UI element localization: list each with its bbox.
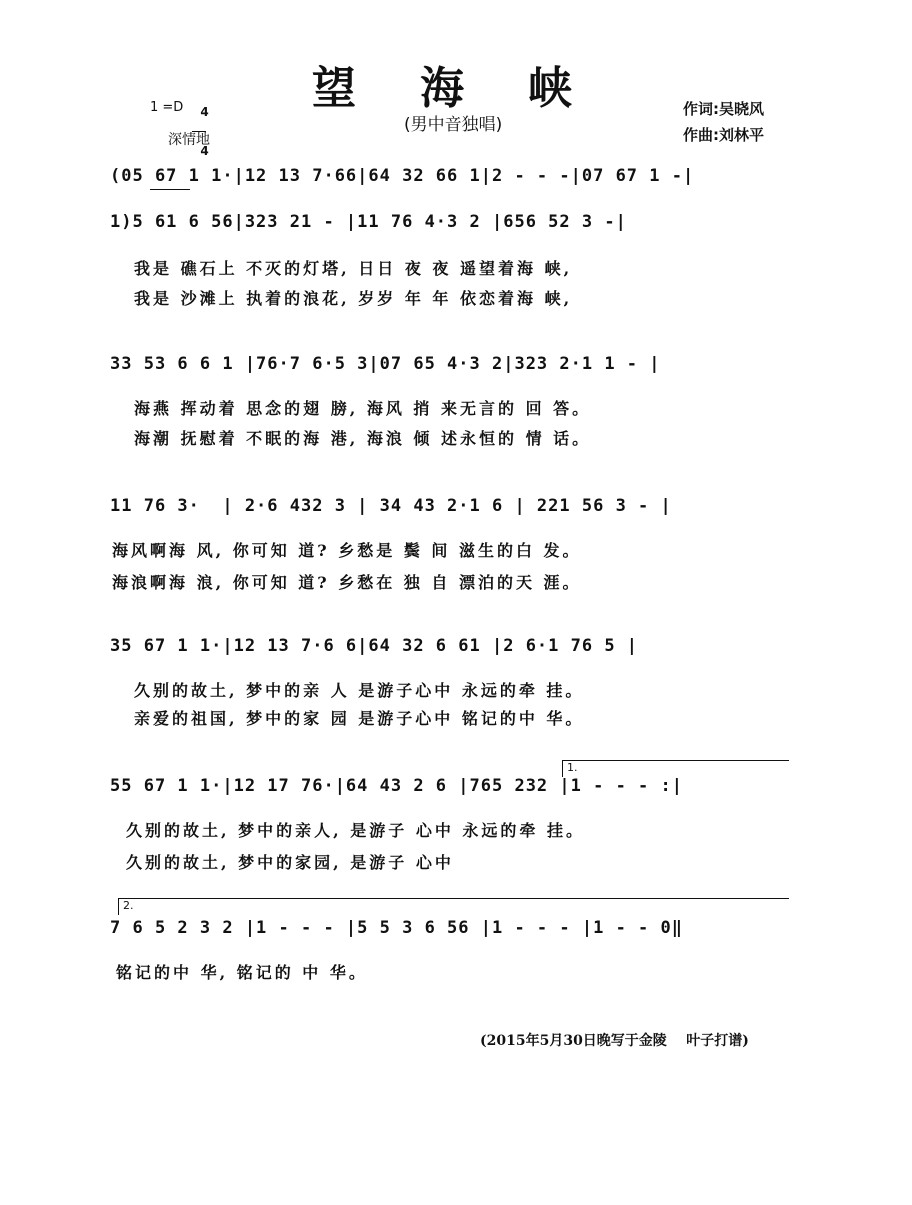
score-line-5-lyric-1: 久别的故土, 梦中的亲 人 是游子心中 永远的牵 挂。: [134, 681, 585, 700]
composer-credit: 作曲:刘林平: [683, 126, 764, 144]
score-line-6-notes: 55 67 1 1·|12 17 76·|64 43 2 6 |765 232 |1 - - - :|: [110, 776, 683, 796]
score-line-1-notes: (05 67 1 1·|12 13 7·66|64 32 66 1|2 - - -|07 67 1 -|: [110, 166, 695, 186]
first-ending-bracket: [562, 760, 789, 777]
score-line-6-lyric-1: 久别的故土, 梦中的亲人, 是游子 心中 永远的牵 挂。: [126, 821, 585, 840]
key-signature: 1 =D: [150, 100, 184, 115]
score-line-4-notes: 11 76 3· | 2·6 432 3 | 34 43 2·1 6 | 221 56 3 - |: [110, 496, 672, 516]
score-line-6-lyric-2: 久别的故土, 梦中的家园, 是游子 心中: [126, 853, 454, 872]
lyricist-credit: 作词:吴晓风: [683, 100, 764, 118]
score-line-7-notes: 7 6 5 2 3 2 |1 - - - |5 5 3 6 56 |1 - - - |1 - - 0‖: [110, 918, 683, 938]
score-line-3-lyric-2: 海潮 抚慰着 不眠的海 港, 海浪 倾 述永恒的 情 话。: [134, 429, 592, 448]
second-ending-bracket: [118, 898, 789, 915]
score-line-3-notes: 33 53 6 6 1 |76·7 6·5 3|07 65 4·3 2|323 2·1 1 - |: [110, 354, 661, 374]
score-line-2-lyric-1: 我是 礁石上 不灭的灯塔, 日日 夜 夜 遥望着海 峡,: [134, 259, 573, 278]
time-signature-bottom: 4: [200, 144, 209, 158]
score-line-5-lyric-2: 亲爱的祖国, 梦中的家 园 是游子心中 铭记的中 华。: [134, 709, 585, 728]
score-line-2-notes: 1)5 61 6 56|323 21 - |11 76 4·3 2 |656 52 3 -|: [110, 212, 627, 232]
time-signature-top: 4: [200, 105, 209, 119]
score-line-7-lyric-1: 铭记的中 华, 铭记的 中 华。: [116, 963, 368, 982]
song-title: 望海峡: [312, 63, 636, 114]
score-line-5-notes: 35 67 1 1·|12 13 7·6 6|64 32 6 61 |2 6·1 76 5 |: [110, 636, 639, 656]
tempo-marking: 深情地: [168, 132, 210, 148]
underline-beam: [150, 189, 190, 190]
subtitle: (男中音独唱): [404, 115, 503, 135]
footer-note: (2015年5月30日晚写于金陵 叶子打谱): [480, 1033, 749, 1049]
score-line-3-lyric-1: 海燕 挥动着 思念的翅 膀, 海风 捎 来无言的 回 答。: [134, 399, 592, 418]
second-ending-label: 2.: [123, 899, 134, 912]
score-line-2-lyric-2: 我是 沙滩上 执着的浪花, 岁岁 年 年 依恋着海 峡,: [134, 289, 573, 308]
score-line-4-lyric-2: 海浪啊海 浪, 你可知 道? 乡愁在 独 自 漂泊的天 涯。: [112, 573, 582, 592]
first-ending-label: 1.: [567, 761, 578, 774]
score-line-4-lyric-1: 海风啊海 风, 你可知 道? 乡愁是 鬓 间 滋生的白 发。: [112, 541, 582, 560]
